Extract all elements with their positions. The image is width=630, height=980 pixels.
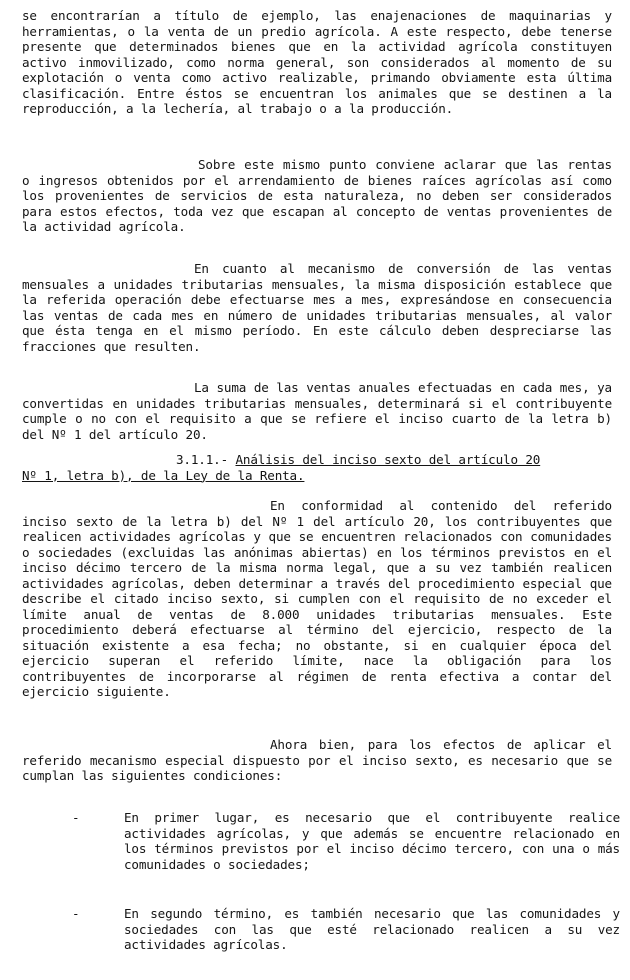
list-item-text: En primer lugar, es necesario que el contribuyente realice actividades agrícolas, y que además se encuentre relacionado en los términos previstos por el inciso décimo tercero, con una o más comunidades o sociedades; [124, 810, 620, 872]
paragraph-5: En conformidad al contenido del referido inciso sexto de la letra b) del Nº 1 del artículo 20, los contribuyentes que realicen actividades agrícolas y que se encuentren relacionados con comunidades o sociedades (excluidas las anónimas abiertas) en los términos previstos en el inciso décimo tercero de la misma norma legal, que a su vez también realicen actividades agrícolas, deben determinar a través del procedimiento especial que describe el citado inciso sexto, si cumplen con el requisito de no exceder el límite anual de ventas de 8.000 unidades tributarias mensuales. Este procedimiento deberá efectuarse al término del ejercicio, respecto de la situación existente a esa fecha; no obstante, si en cualquier época del ejercicio superan el referido límite, nace la obligación para los contribuyentes de incorporarse al régimen de renta efectiva a contar del ejercicio siguiente. [22, 498, 612, 699]
list-item-text: En segundo término, es también necesario que las comunidades y sociedades con las que esté relacionado realicen a su vez actividades agrícolas. [124, 906, 620, 952]
bullet-dash: - [72, 810, 80, 825]
section-title-line1: Análisis del inciso sexto del artículo 20 [235, 452, 541, 467]
section-heading [22, 452, 622, 483]
bullet-dash: - [72, 906, 80, 921]
paragraph-2: Sobre este mismo punto conviene aclarar que las rentas o ingresos obtenidos por el arrendamiento de bienes raíces agrícolas así como los provenientes de servicios de esta naturaleza, no deben ser considerados para estos efectos, toda vez que escapan al concepto de ventas provenientes de la actividad agrícola. [22, 157, 612, 234]
paragraph-3: En cuanto al mecanismo de conversión de las ventas mensuales a unidades tributarias mensuales, la misma disposición establece que la referida operación debe efectuarse mes a mes, expresándose en consecuencia las ventas de cada mes en número de unidades tributarias mensuales, al valor que ésta tenga en el mismo período. En este cálculo deben despreciarse las fracciones que resulten. [22, 261, 612, 354]
section-title-line2: Nº 1, letra b), de la Ley de la Renta. [22, 467, 305, 483]
paragraph-4: La suma de las ventas anuales efectuadas en cada mes, ya convertidas en unidades tributarias mensuales, determinará si el contribuyente cumple o no con el requisito a que se refiere el inciso cuarto de la letra b) del Nº 1 del artículo 20. [22, 380, 612, 442]
paragraph-1: se encontrarían a título de ejemplo, las enajenaciones de maquinarias y herramientas, o la venta de un predio agrícola. A este respecto, debe tenerse presente que determinados bienes que en la actividad agrícola constituyen activo inmovilizado, como norma general, son considerados al momento de su explotación o venta como activo realizable, primando obviamente esta última clasificación. Entre éstos se encuentran los animales que se destinen a la reproducción, a la lechería, al trabajo o a la producción. [22, 8, 612, 116]
section-number: 3.1.1.- [176, 452, 229, 467]
paragraph-6: Ahora bien, para los efectos de aplicar el referido mecanismo especial dispuesto por el inciso sexto, es necesario que se cumplan las siguientes condiciones: [22, 737, 612, 783]
